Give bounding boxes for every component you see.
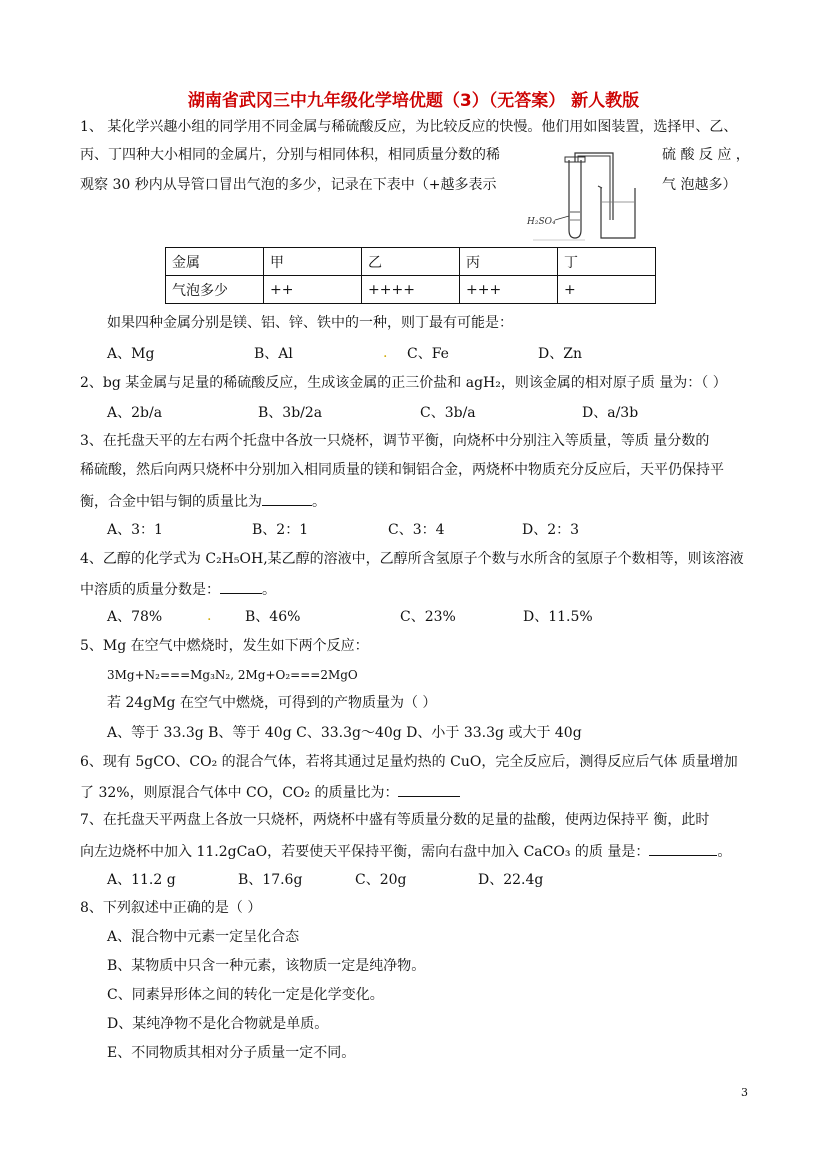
q1-question: 如果四种金属分别是镁、铝、锌、铁中的一种，则丁最有可能是： <box>107 315 513 331</box>
q3-option-b: B、2：1 <box>252 522 309 538</box>
table-row <box>166 276 656 304</box>
q7-option-b: B、17.6g <box>238 872 303 888</box>
q3-option-d: D、2：3 <box>522 522 580 538</box>
q1-line3a: 观察 30 秒内从导管口冒出气泡的多少，记录在下表中（+越多表示 <box>80 177 497 193</box>
page-title: 湖南省武冈三中九年级化学培优题（3）（无答案） 新人教版 <box>187 91 640 111</box>
q7-line2 <box>80 841 731 861</box>
q6-line1: 6、现有 5gCO、CO₂ 的混合气体，若将其通过足量灼热的 CuO，完全反应后，测得反应后气体 质量增加 <box>80 754 738 770</box>
q3-line2: 稀硫酸，然后向两只烧杯中分别加入相同质量的镁和铜铝合金，两烧杯中物质充分反应后，天平仍保持平 <box>80 462 724 478</box>
q8-line1: 8、下列叙述中正确的是（ ） <box>80 900 262 916</box>
q1-line2a: 丙、丁四种大小相同的金属片，分别与相同体积，相同质量分数的稀 <box>80 147 500 163</box>
q4-line2-end: 。 <box>262 582 276 598</box>
q7-option-a: A、11.2 g <box>107 872 176 888</box>
table-cell: 金属 <box>166 248 264 276</box>
figure-label: H₂SO₄ <box>527 217 556 227</box>
q1-line2b: 硫 酸 反 应 ， <box>662 147 750 163</box>
table-cell: +++ <box>460 276 558 304</box>
q5-equation: 3Mg+N₂===Mg₃N₂, 2Mg+O₂===2MgO <box>107 668 358 682</box>
q3-line1: 3、在托盘天平的左右两个托盘中各放一只烧杯，调节平衡，向烧杯中分别注入等质量，等质 量分数的 <box>80 433 710 449</box>
stray-dot: . <box>207 608 212 624</box>
table-cell: ++ <box>264 276 362 304</box>
q2-text: 2、bg 某金属与足量的稀硫酸反应，生成该金属的正三价盐和 agH₂，则该金属的相对原子质 量为：（ ） <box>80 375 727 391</box>
q4-option-b: B、46% <box>245 609 301 625</box>
q1-line3b: 气 泡越多） <box>662 177 737 193</box>
stray-dot: . <box>383 345 388 361</box>
q4-line1: 4、乙醇的化学式为 C₂H₅OH,某乙醇的溶液中，乙醇所含氢原子个数与水所含的氢原子个数相等，则该溶液 <box>80 551 744 567</box>
q5-line1: 5、Mg 在空气中燃烧时，发生如下两个反应： <box>80 638 369 654</box>
table-cell: 气泡多少 <box>166 276 264 304</box>
table-row <box>166 248 656 276</box>
q1-option-a: A、Mg <box>107 346 155 362</box>
q4-option-d: D、11.5% <box>523 609 593 625</box>
q4-line2 <box>80 579 276 599</box>
q4-option-a: A、78% <box>107 609 163 625</box>
table-cell: 丁 <box>558 248 656 276</box>
q1-option-b: B、Al <box>254 346 293 362</box>
q8-option-e: E、不同物质其相对分子质量一定不同。 <box>107 1045 356 1061</box>
page-number: 3 <box>741 1086 748 1099</box>
q3-option-c: C、3：4 <box>388 522 445 538</box>
q8-option-c: C、同素异形体之间的转化一定是化学变化。 <box>107 987 384 1003</box>
table-cell: 丙 <box>460 248 558 276</box>
q3-line3-text: 衡，合金中铝与铜的质量比为 <box>80 494 262 510</box>
q1-option-d: D、Zn <box>538 346 582 362</box>
q3-line3 <box>80 491 326 511</box>
q7-line1: 7、在托盘天平两盘上各放一只烧杯，两烧杯中盛有等质量分数的足量的盐酸，使两边保持平 衡，此时 <box>80 812 710 828</box>
q6-line2 <box>80 782 460 802</box>
q3-option-a: A、3：1 <box>107 522 163 538</box>
q8-option-d: D、某纯净物不是化合物就是单质。 <box>107 1016 329 1032</box>
q7-option-c: C、20g <box>355 872 407 888</box>
answer-blank[interactable] <box>398 782 460 797</box>
q7-line2-text: 向左边烧杯中加入 11.2gCaO，若要使天平保持平衡，需向右盘中加入 CaCO₃ 的质 量是： <box>80 844 650 860</box>
q8-option-a: A、混合物中元素一定呈化合态 <box>107 929 300 945</box>
q8-option-b: B、某物质中只含一种元素，该物质一定是纯净物。 <box>107 958 426 974</box>
q1-line1: 1、 某化学兴趣小组的同学用不同金属与稀硫酸反应，为比较反应的快慢。他们用如图装置，选择甲、乙、 <box>80 119 738 135</box>
answer-blank[interactable] <box>262 491 312 506</box>
apparatus-figure <box>525 150 655 245</box>
q1-option-c: C、Fe <box>407 346 449 362</box>
table-cell: ++++ <box>362 276 460 304</box>
q3-line3-end: 。 <box>312 494 326 510</box>
table-cell: 乙 <box>362 248 460 276</box>
q5-options: A、等于 33.3g B、等于 40g C、33.3g～40g D、小于 33.3g 或大于 40g <box>107 725 582 741</box>
table-cell: + <box>558 276 656 304</box>
table-cell: 甲 <box>264 248 362 276</box>
q7-line2-end: 。 <box>717 844 732 860</box>
q4-line2-text: 中溶质的质量分数是： <box>80 582 220 598</box>
q2-option-b: B、3b/2a <box>258 405 323 421</box>
q2-option-a: A、2b/a <box>107 405 163 421</box>
results-table <box>165 247 656 304</box>
answer-blank[interactable] <box>220 579 262 594</box>
answer-blank[interactable] <box>649 841 717 856</box>
q7-option-d: D、22.4g <box>478 872 544 888</box>
q2-option-d: D、a/3b <box>582 405 639 421</box>
q2-option-c: C、3b/a <box>420 405 476 421</box>
q4-option-c: C、23% <box>400 609 456 625</box>
q6-line2-text: 了 32%，则原混合气体中 CO，CO₂ 的质量比为： <box>80 785 399 801</box>
q5-question: 若 24gMg 在空气中燃烧，可得到的产物质量为（ ） <box>107 695 437 711</box>
